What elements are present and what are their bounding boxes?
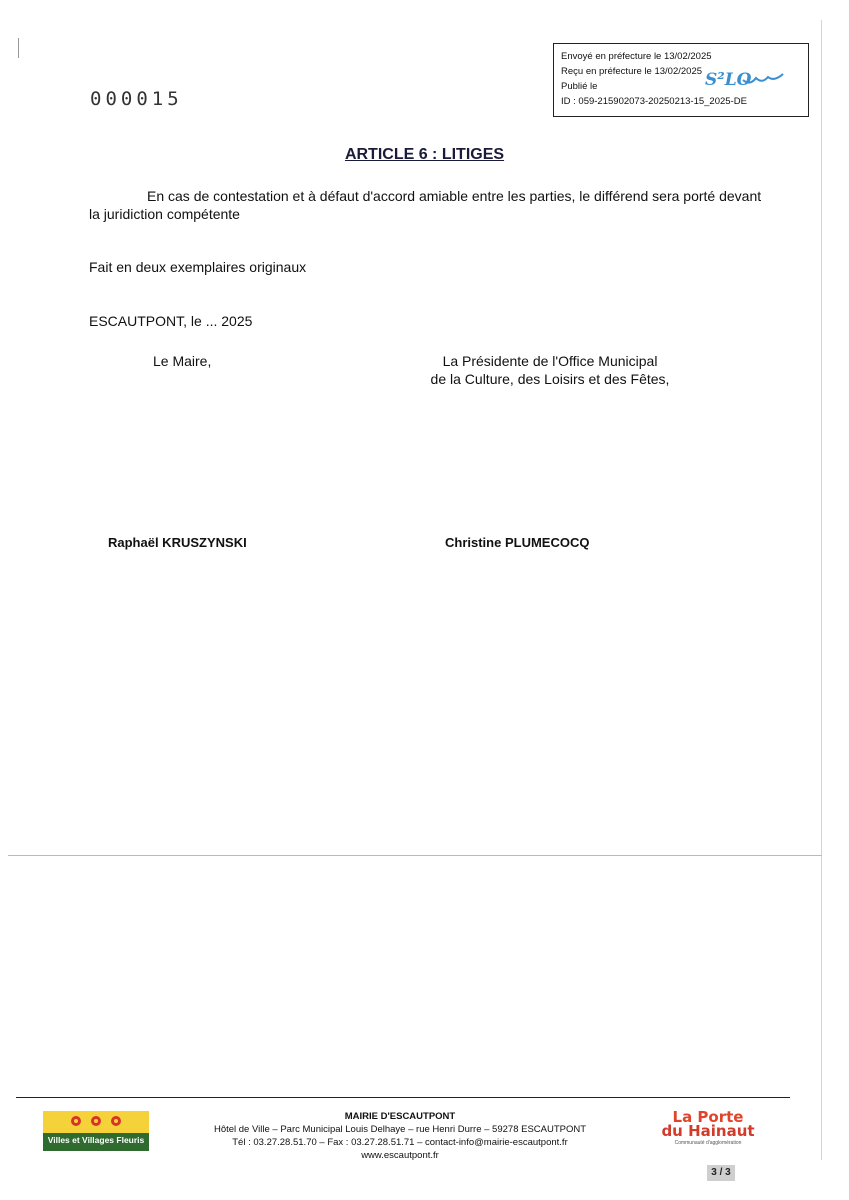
footer-website: www.escautpont.fr: [361, 1150, 439, 1161]
maire-name: Raphaël KRUSZYNSKI: [108, 535, 247, 550]
s2low-swoosh-icon: [742, 72, 784, 86]
maire-title: Le Maire,: [153, 353, 212, 369]
prefecture-sent-date: Envoyé en préfecture le 13/02/2025: [561, 51, 712, 62]
s2low-logo: S²LO: [705, 70, 752, 90]
prefecture-published: Publié le: [561, 81, 598, 92]
footer-contact: Tél : 03.27.28.51.70 – Fax : 03.27.28.51.71 – contact-info@mairie-escautpont.fr: [232, 1137, 568, 1148]
footer-address-block: [200, 1110, 600, 1162]
porte-logo-line2: du Hainaut: [661, 1122, 755, 1140]
page-number-badge: 3 / 3: [707, 1165, 735, 1181]
presidente-title-line2: de la Culture, des Loisirs et des Fêtes,: [430, 371, 670, 387]
scan-edge-line: [821, 20, 822, 1160]
divider-line: [8, 855, 822, 856]
exemplaires-line: Fait en deux exemplaires originaux: [89, 259, 307, 275]
villes-fleuris-logo: [43, 1111, 149, 1151]
presidente-title: [420, 352, 680, 388]
prefecture-received-date: Reçu en préfecture le 13/02/2025: [561, 66, 703, 77]
porte-logo-subtitle: Communauté d'agglomération: [674, 1140, 742, 1146]
porte-logo-line1: La Porte: [672, 1108, 744, 1126]
presidente-name: Christine PLUMECOCQ: [445, 535, 590, 550]
prefecture-id: ID : 059-215902073-20250213-15_2025-DE: [561, 96, 747, 107]
margin-tick: [18, 38, 19, 58]
villes-logo-text: Villes et Villages Fleuris: [47, 1135, 145, 1145]
porte-du-hainaut-logo: [660, 1110, 756, 1146]
article-title: ARTICLE 6 : LITIGES: [344, 146, 505, 163]
footer-address: Hôtel de Ville – Parc Municipal Louis Delhaye – rue Henri Durre – 59278 ESCAUTPONT: [213, 1124, 587, 1135]
presidente-title-line1: La Présidente de l'Office Municipal: [442, 353, 658, 369]
article-paragraph: En cas de contestation et à défaut d'accord amiable entre les parties, le différend sera porté devant la juridiction compétente: [89, 188, 762, 222]
footer-org: MAIRIE D'ESCAUTPONT: [344, 1111, 456, 1122]
stamp-number: 000015: [90, 88, 183, 110]
footer-rule: [16, 1097, 790, 1098]
place-date-line: ESCAUTPONT, le ... 2025: [89, 313, 253, 329]
